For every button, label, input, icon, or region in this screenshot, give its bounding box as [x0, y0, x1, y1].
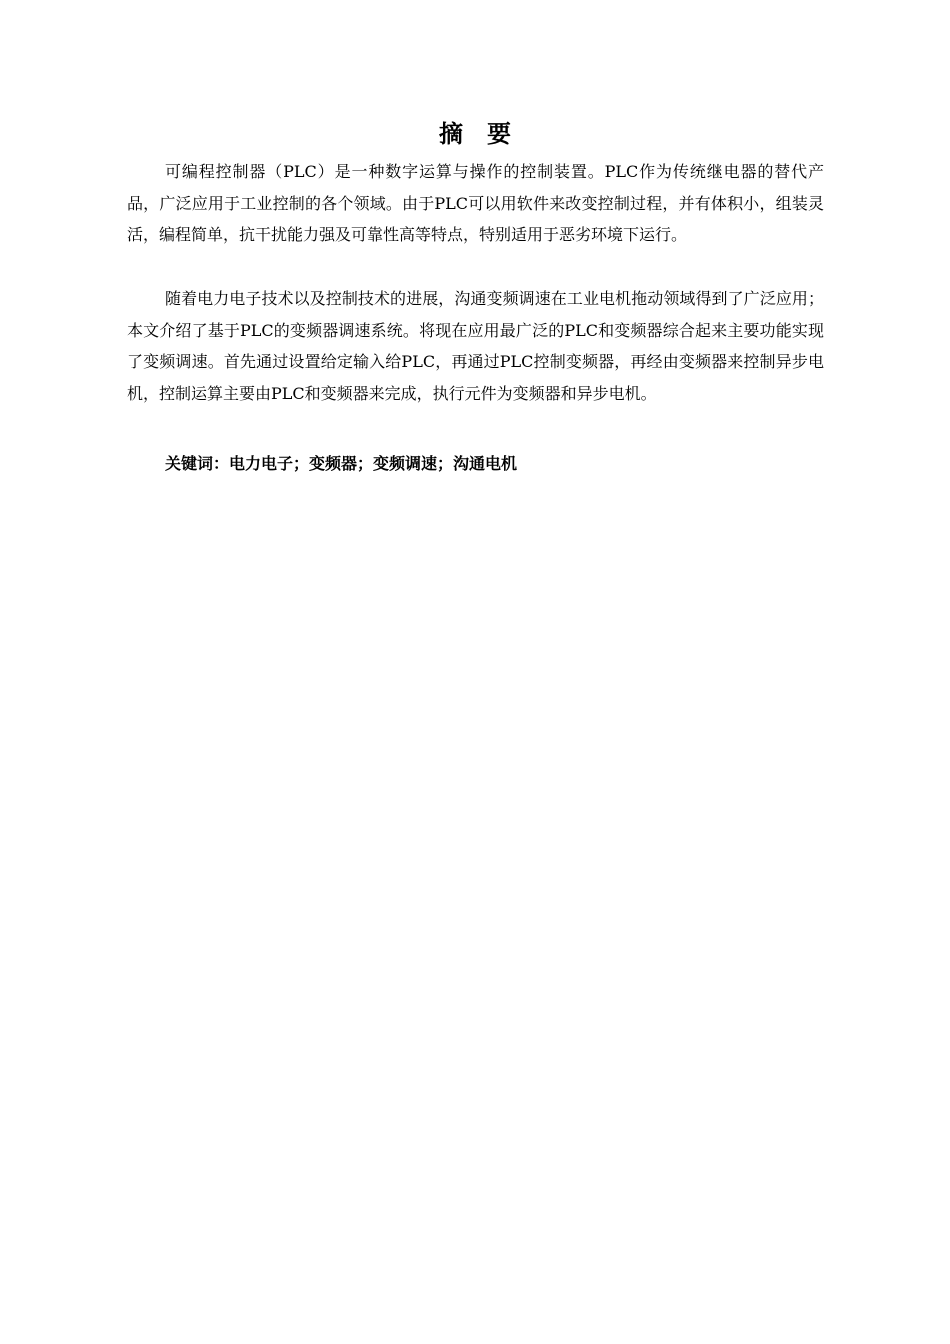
keywords-line: 关键词：电力电子；变频器；变频调速；沟通电机: [165, 454, 518, 473]
abstract-paragraph-1: 可编程控制器（PLC）是一种数字运算与操作的控制装置。PLC作为传统继电器的替代产品，广泛应用于工业控制的各个领域。由于PLC可以用软件来改变控制过程，并有体积小，组装灵活，编程简单，抗干扰能力强及可靠性高等特点，特别适用于恶劣环境下运行。: [127, 162, 824, 244]
abstract-title: 摘要: [439, 120, 535, 148]
abstract-paragraph-2: 随着电力电子技术以及控制技术的进展，沟通变频调速在工业电机拖动领域得到了广泛应用；本文介绍了基于PLC的变频器调速系统。将现在应用最广泛的PLC和变频器综合起来主要功能实现了变频调速。首先通过设置给定输入给PLC，再通过PLC控制变频器，再经由变频器来控制异步电机，控制运算主要由PLC和变频器来完成，执行元件为变频器和异步电机。: [127, 289, 824, 403]
